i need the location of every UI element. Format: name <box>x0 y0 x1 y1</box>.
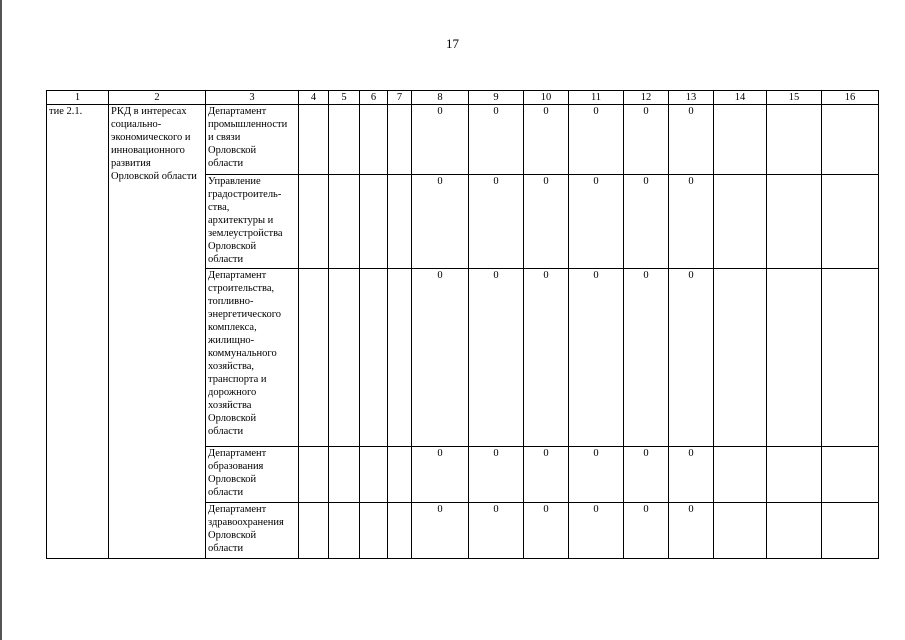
department-cell: Департамент образования Орловской области <box>206 447 299 503</box>
value-cell <box>714 447 767 503</box>
value-cell: 0 <box>624 447 669 503</box>
value-cell: 0 <box>669 503 714 559</box>
section-number-cell: тие 2.1. <box>47 105 109 559</box>
value-cell <box>360 105 388 175</box>
value-cell: 0 <box>469 105 524 175</box>
value-cell: 0 <box>569 269 624 447</box>
activity-cell: РКД в интересах социально- экономического и инновационного развития Орловской области <box>109 105 206 559</box>
value-cell <box>767 175 822 269</box>
value-cell <box>767 503 822 559</box>
value-cell <box>767 447 822 503</box>
value-cell <box>388 105 412 175</box>
value-cell: 0 <box>412 503 469 559</box>
value-cell <box>714 269 767 447</box>
value-cell: 0 <box>669 105 714 175</box>
value-cell: 0 <box>469 503 524 559</box>
department-cell: Управление градостроитель- ства, архитектуры и землеустройства Орловской области <box>206 175 299 269</box>
value-cell <box>329 175 360 269</box>
value-cell <box>822 503 879 559</box>
value-cell <box>329 503 360 559</box>
value-cell <box>299 269 329 447</box>
column-header: 13 <box>669 91 714 105</box>
value-cell <box>360 503 388 559</box>
data-table <box>46 90 879 559</box>
value-cell: 0 <box>469 175 524 269</box>
value-cell <box>299 447 329 503</box>
header-row <box>47 91 879 105</box>
value-cell: 0 <box>569 175 624 269</box>
value-cell: 0 <box>412 175 469 269</box>
value-cell <box>388 447 412 503</box>
value-cell <box>767 269 822 447</box>
page-edge-line <box>0 0 2 640</box>
value-cell <box>360 175 388 269</box>
column-header: 2 <box>109 91 206 105</box>
column-header: 12 <box>624 91 669 105</box>
value-cell <box>388 175 412 269</box>
page-number: 17 <box>446 36 459 51</box>
value-cell: 0 <box>524 105 569 175</box>
column-header: 14 <box>714 91 767 105</box>
column-header: 7 <box>388 91 412 105</box>
value-cell <box>299 175 329 269</box>
value-cell <box>767 105 822 175</box>
value-cell: 0 <box>569 503 624 559</box>
value-cell: 0 <box>412 269 469 447</box>
value-cell: 0 <box>524 447 569 503</box>
value-cell: 0 <box>524 175 569 269</box>
value-cell <box>822 105 879 175</box>
department-cell: Департамент промышленности и связи Орловской области <box>206 105 299 175</box>
column-header: 10 <box>524 91 569 105</box>
value-cell <box>360 447 388 503</box>
value-cell: 0 <box>624 269 669 447</box>
value-cell: 0 <box>669 175 714 269</box>
value-cell <box>299 105 329 175</box>
value-cell <box>329 269 360 447</box>
value-cell: 0 <box>524 503 569 559</box>
value-cell <box>360 269 388 447</box>
value-cell: 0 <box>624 105 669 175</box>
column-header: 8 <box>412 91 469 105</box>
value-cell <box>822 269 879 447</box>
value-cell: 0 <box>569 447 624 503</box>
column-header: 6 <box>360 91 388 105</box>
value-cell <box>388 269 412 447</box>
department-cell: Департамент строительства, топливно- энергетического комплекса, жилищно- коммунального хозяйства, транспорта и дорожного хозяйства Орловской области <box>206 269 299 447</box>
value-cell: 0 <box>624 503 669 559</box>
value-cell: 0 <box>412 447 469 503</box>
value-cell <box>329 447 360 503</box>
column-header: 4 <box>299 91 329 105</box>
value-cell <box>714 105 767 175</box>
value-cell: 0 <box>524 269 569 447</box>
value-cell: 0 <box>469 447 524 503</box>
value-cell: 0 <box>669 447 714 503</box>
value-cell: 0 <box>469 269 524 447</box>
value-cell <box>388 503 412 559</box>
department-cell: Департамент здравоохранения Орловской области <box>206 503 299 559</box>
value-cell: 0 <box>669 269 714 447</box>
value-cell: 0 <box>569 105 624 175</box>
value-cell: 0 <box>624 175 669 269</box>
column-header: 1 <box>47 91 109 105</box>
value-cell: 0 <box>412 105 469 175</box>
column-header: 9 <box>469 91 524 105</box>
column-header: 3 <box>206 91 299 105</box>
value-cell <box>329 105 360 175</box>
value-cell <box>714 175 767 269</box>
column-header: 11 <box>569 91 624 105</box>
value-cell <box>299 503 329 559</box>
column-header: 5 <box>329 91 360 105</box>
value-cell <box>822 175 879 269</box>
column-header: 15 <box>767 91 822 105</box>
table-row <box>47 105 879 175</box>
column-header: 16 <box>822 91 879 105</box>
value-cell <box>822 447 879 503</box>
value-cell <box>714 503 767 559</box>
